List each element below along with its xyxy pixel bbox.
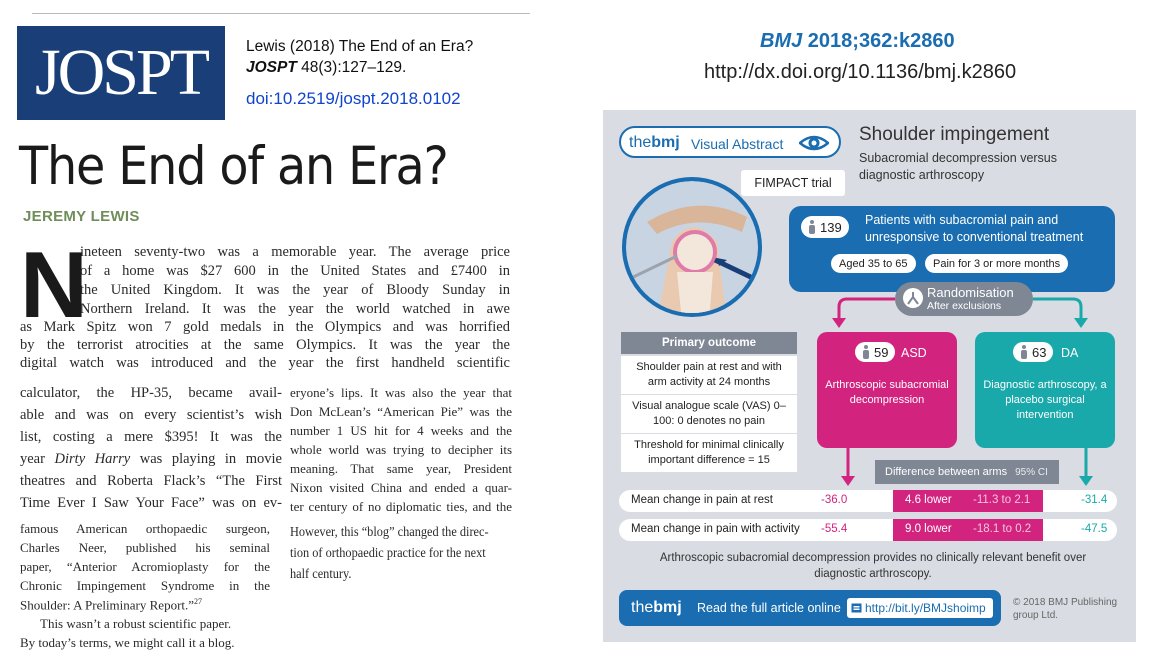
randomisation-label: Randomisation (927, 285, 1014, 300)
person-icon (862, 345, 870, 359)
patients-count: 139 (820, 219, 842, 235)
confidence-interval: -18.1 to 0.2 (973, 523, 1032, 535)
asd-arm-box (817, 332, 957, 448)
jospt-logo-text: JOSPT (34, 36, 208, 109)
text-line: calculator, the HP-35, became avail- (20, 385, 282, 401)
patients-description: Patients with subacromial pain and unresponsive to conventional treatment (865, 213, 1084, 244)
text-line: ter century of no diplomatic ties, and the (290, 499, 512, 514)
text-line: Chronic Impingement Syndrome in the (20, 578, 270, 593)
text-line: Northern Ireland. It was the year the world watched in awe (80, 301, 510, 317)
trial-name: FIMPACT trial (741, 170, 845, 196)
footer-bar (619, 590, 1001, 626)
text-line: half century. (290, 567, 352, 582)
abstract-title: Shoulder impingement (859, 124, 1050, 145)
visual-abstract-label: Visual Abstract (691, 136, 784, 152)
bmj-brand-footer (631, 599, 682, 617)
text-line: list, costing a mere $395! It was the (20, 429, 282, 445)
short-url-link[interactable] (847, 598, 993, 618)
text-fragment: Shoulder: A Preliminary Report.” (20, 597, 195, 613)
bmj-citation-details: 2018;362:k2860 (807, 30, 955, 52)
text-line: paper, “Anterior Acromioplasty for the (20, 559, 270, 574)
difference-value: 9.0 lower (905, 523, 952, 535)
difference-header (875, 460, 1059, 484)
age-chip: Aged 35 to 65 (831, 254, 916, 273)
text-line: the United Kingdom. It was the year of Bloody Sunday in (80, 282, 510, 298)
split-icon (902, 287, 924, 311)
difference-label: Difference between arms (885, 466, 1008, 478)
bmj-journal-name: BMJ (760, 30, 803, 52)
confidence-interval: -11.3 to 2.1 (973, 494, 1031, 506)
citation-title: Lewis (2018) The End of an Era? (246, 38, 474, 55)
italic-title: Dirty Harry (54, 451, 131, 467)
read-full-article-label: Read the full article online (697, 601, 841, 615)
result-label: Mean change in pain at rest (631, 494, 773, 506)
asd-count: 59 (874, 344, 889, 360)
text-line: By today’s terms, we might call it a blog. (20, 635, 235, 650)
outcome-row: Visual analogue scale (VAS) 0–100: 0 denotes no pain (621, 395, 797, 434)
text-line: of a home was $27 600 in the United States and £7400 in (80, 263, 510, 279)
text-line: Charles Neer, published his seminal (20, 540, 270, 555)
text-line: as Mark Spitz won 7 gold medals in the Olympics and was horrified (20, 319, 510, 335)
result-label: Mean change in pain with activity (631, 523, 800, 535)
dropcap: N (20, 232, 88, 337)
text-line: tion of orthopaedic practice for the next (290, 546, 486, 561)
text-line: whole world was trying to decipher its (290, 442, 512, 457)
da-arm-box (975, 332, 1115, 448)
asd-label: ASD (901, 346, 927, 360)
text-line: ineteen seventy-two was a memorable year. The average price (80, 244, 510, 260)
asd-description: Arthroscopic subacromial decompression (825, 379, 949, 406)
text-line: digital watch was introduced and the year the first handheld scientific (20, 355, 510, 371)
pain-duration-chip: Pain for 3 or more months (925, 254, 1068, 273)
difference-box (893, 519, 1043, 541)
text-line: Time Ever I Saw Your Face” was on ev- (20, 495, 282, 511)
citation-journal-line (246, 57, 536, 78)
text-line: Nixon visited China and ended a quar- (290, 480, 512, 495)
text-line: meaning. That same year, President (290, 461, 512, 476)
outcome-row: Shoulder pain at rest and with arm activity at 24 months (621, 356, 797, 395)
text-line: famous American orthopaedic surgeon, (20, 521, 270, 536)
primary-outcome-box (621, 356, 797, 473)
asd-count-badge (855, 342, 895, 362)
difference-value: 4.6 lower (905, 494, 952, 506)
reference-number: 27 (194, 597, 203, 606)
ci-label: 95% CI (1015, 466, 1048, 478)
asd-value: -36.0 (821, 494, 848, 506)
text-line: This wasn’t a robust scientific paper. (40, 616, 232, 631)
results-row (619, 490, 1117, 512)
brand-prefix: the (629, 134, 652, 151)
citation (246, 36, 536, 78)
author-name: JEREMY LEWIS (23, 208, 140, 225)
primary-outcome-header: Primary outcome (621, 332, 797, 354)
abstract-subtitle: Subacromial decompression versus diagnostic arthroscopy (859, 151, 1058, 182)
text-fragment: year (20, 451, 55, 467)
brand-prefix: the (631, 599, 654, 616)
results-row (619, 519, 1117, 541)
short-url-text: http://bit.ly/BMJshoimp (865, 601, 986, 615)
outcome-row: Threshold for minimal clinically important difference = 15 (621, 434, 797, 473)
person-icon (1020, 345, 1028, 359)
randomisation-pill (895, 282, 1033, 316)
citation-details: 48(3):127–129. (301, 59, 407, 76)
text-line (20, 598, 270, 611)
text-fragment: was playing in movie (130, 451, 282, 467)
after-exclusions-label: After exclusions (927, 300, 1002, 312)
da-label: DA (1061, 346, 1079, 360)
jospt-logo (17, 26, 225, 120)
text-line: number 1 US hit for 4 weeks and the (290, 423, 512, 438)
text-line: by the terrorist atrocities at the same Olympics. It was the year the (20, 337, 510, 353)
text-line: able and was on every scientist’s wish (20, 407, 282, 423)
da-value: -31.4 (1081, 494, 1108, 506)
article-title: The End of an Era? (19, 136, 448, 197)
da-count-badge (1013, 342, 1053, 362)
da-count: 63 (1032, 344, 1047, 360)
text-line: However, this “blog” changed the direc- (290, 525, 489, 540)
text-line: Don McLean’s “American Pie” was the (290, 404, 512, 419)
citation-journal: JOSPT (246, 59, 297, 76)
visual-abstract (603, 110, 1136, 642)
copyright-notice: © 2018 BMJ Publishing group Ltd. (1013, 597, 1118, 621)
da-description: Diagnostic arthroscopy, a placebo surgical intervention (983, 379, 1107, 421)
article-page (0, 0, 540, 652)
text-line (20, 452, 282, 467)
link-icon (851, 603, 862, 613)
difference-box (893, 490, 1043, 512)
bmj-citation (760, 30, 955, 53)
text-line: theatres and Roberta Flack’s “The First (20, 473, 282, 489)
top-rule (32, 13, 530, 14)
doi-link[interactable]: doi:10.2519/jospt.2018.0102 (246, 89, 461, 108)
conclusion-text: Arthroscopic subacromial decompression provides no clinically relevant benefit over diagnostic arthroscopy. (659, 552, 1087, 580)
asd-value: -55.4 (821, 523, 848, 535)
da-value: -47.5 (1081, 523, 1108, 535)
brand-bold: bmj (651, 134, 680, 151)
text-line: eryone’s lips. It was also the year that (290, 385, 512, 400)
brand-bold: bmj (653, 599, 682, 616)
bmj-doi-url[interactable]: http://dx.doi.org/10.1136/bmj.k2860 (704, 61, 1017, 83)
